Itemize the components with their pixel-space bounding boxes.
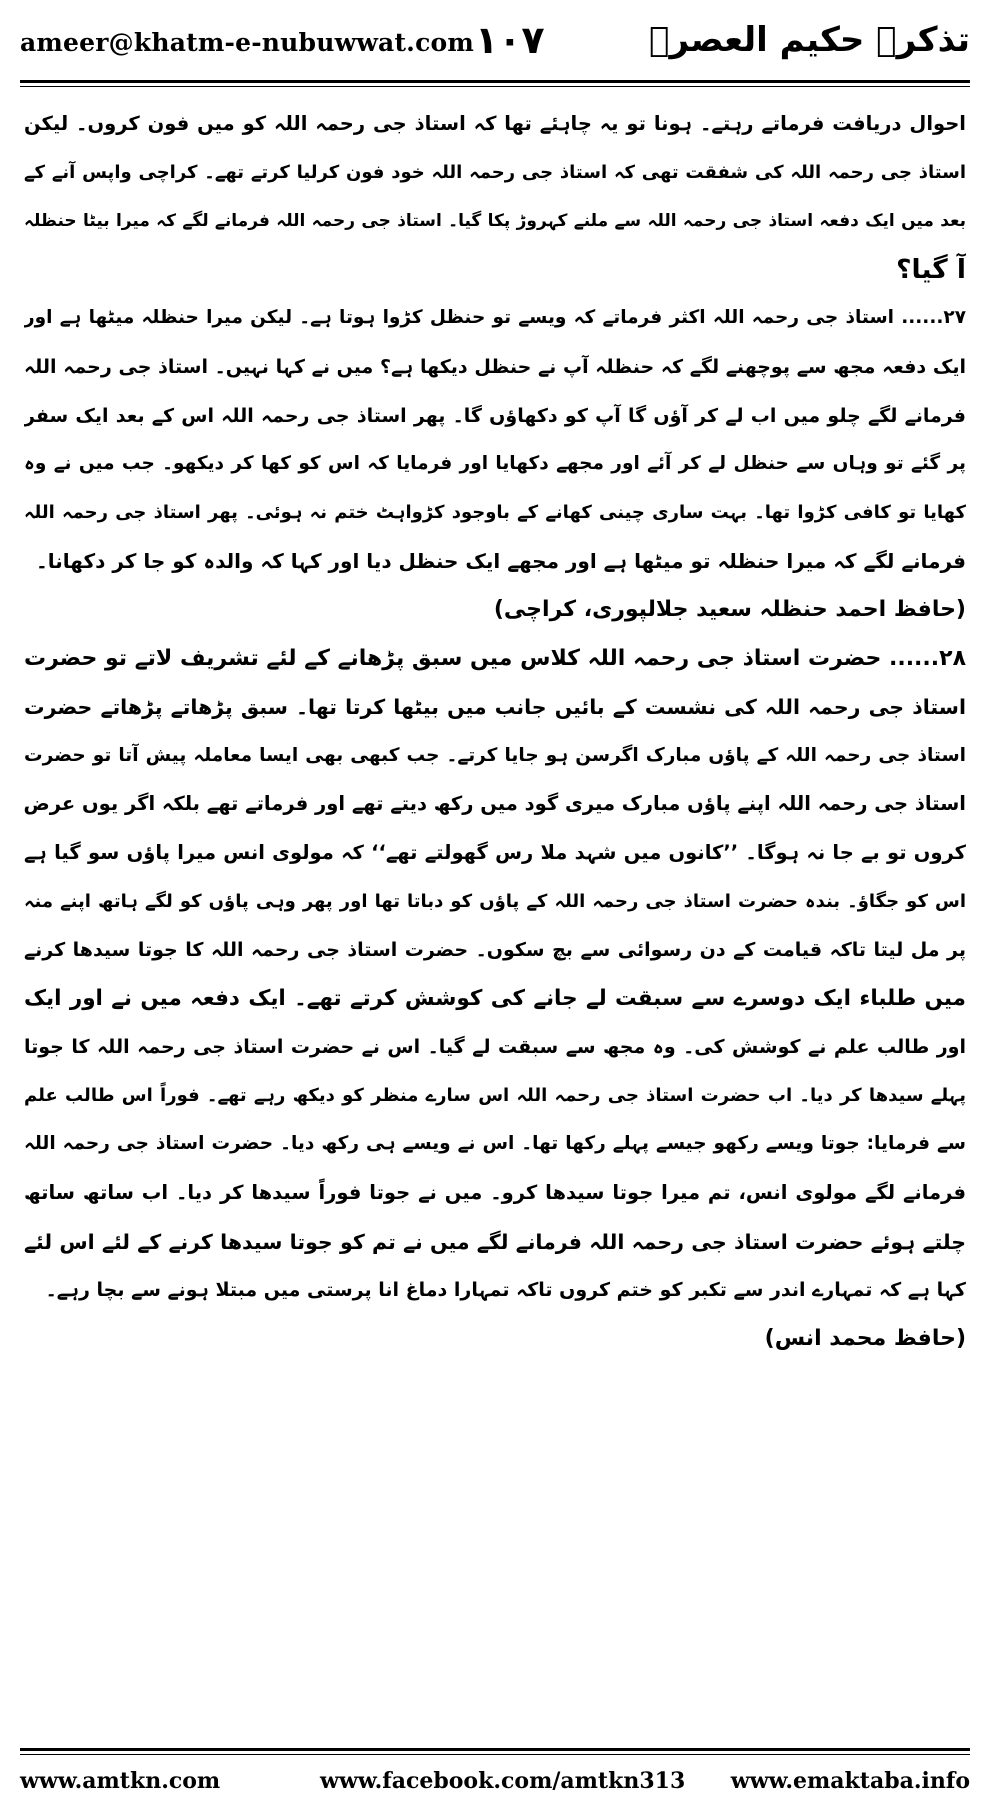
text-line: کھایا تو کافی کڑوا تھا۔ بہت ساری چینی کھانے کے باوجود کڑواہٹ ختم نہ ہوئی۔ پھر استاذ جی رحمہ اللہ	[24, 501, 966, 523]
text-line: کروں تو بے جا نہ ہوگا۔ ’’کانوں میں شہد ملا رس گھولتے تھے‘‘ کہ مولوی انس میرا پاؤں سو گیا ہے	[24, 840, 966, 864]
footer-rule-thin	[20, 1754, 970, 1755]
text-line: استاذ جی رحمہ اللہ کے پاؤں مبارک اگرسن ہو جایا کرتے۔ جب کبھی بھی ایسا معاملہ پیش آتا تو حضرت	[24, 744, 966, 766]
footer-link-amtkn[interactable]: www.amtkn.com	[20, 1768, 221, 1794]
page-header	[20, 18, 970, 78]
text-line: کہا ہے کہ تمہارے اندر سے تکبر کو ختم کروں تاکہ تمہارا دماغ انا پرستی میں مبتلا ہونے سے بچا رہے۔	[45, 1279, 966, 1302]
text-line: ۲۸...... حضرت استاذ جی رحمہ اللہ کلاس میں سبق پڑھانے کے لئے تشریف لاتے تو حضرت	[24, 645, 966, 671]
header-rule-thin	[20, 86, 970, 87]
text-line: آ گیا؟	[896, 253, 966, 285]
footer-link-facebook[interactable]: www.facebook.com/amtkn313	[320, 1768, 686, 1794]
header-email: ameer@khatm-e-nubuwwat.com	[20, 28, 475, 57]
text-line: ۲۷...... استاذ جی رحمہ اللہ اکثر فرماتے کہ ویسے تو حنظل کڑوا ہوتا ہے۔ لیکن میرا حنظلہ میٹھا ہے اور	[24, 307, 966, 329]
paragraph-27	[24, 294, 966, 634]
footer-link-emaktaba[interactable]: www.emaktaba.info	[730, 1768, 970, 1794]
body-text	[24, 100, 966, 1685]
text-line: استاذ جی رحمہ اللہ کی شفقت تھی کہ استاذ جی رحمہ اللہ خود فون کرلیا کرتے تھے۔ کراچی واپس آنے کے	[24, 161, 966, 183]
text-line: احوال دریافت فرماتے رہتے۔ ہونا تو یہ چاہئے تھا کہ استاذ جی رحمہ اللہ کو میں فون کروں۔ لیکن	[24, 112, 966, 135]
text-line: استاذ جی رحمہ اللہ اپنے پاؤں مبارک میری گود میں رکھ دیتے تھے اور فرماتے تھے بلکہ اگر یوں عرض	[24, 792, 966, 816]
text-line: میں طلباء ایک دوسرے سے سبقت لے جانے کی کوشش کرتے تھے۔ ایک دفعہ میں نے اور ایک	[24, 985, 966, 1011]
text-line: پر مل لیتا تاکہ قیامت کے دن رسوائی سے بچ سکوں۔ حضرت استاذ جی رحمہ اللہ کا جوتا سیدھا کرنے	[24, 939, 966, 962]
book-title: تذکرہ حکیم العصرؒ	[649, 20, 970, 60]
text-line: اور طالب علم نے کوشش کی۔ وہ مجھ سے سبقت لے گیا۔ اس نے حضرت استاذ جی رحمہ اللہ کا جوتا	[24, 1036, 966, 1059]
citation: (حافظ محمد انس)	[764, 1325, 966, 1351]
text-line: سے فرمایا: جوتا ویسے رکھو جیسے پہلے رکھا تھا۔ اس نے ویسے ہی رکھ دیا۔ حضرت استاذ جی رحمہ اللہ	[24, 1133, 966, 1155]
text-line: فرمانے لگے کہ میرا حنظلہ تو میٹھا ہے اور مجھے ایک حنظل دیا اور کہا کہ والدہ کو جا کر دکھانا۔	[36, 549, 966, 574]
footer-rule	[20, 1748, 970, 1751]
header-rule	[20, 80, 970, 83]
page-number: ۱۰۷	[475, 18, 545, 62]
text-line: ایک دفعہ مجھ سے پوچھنے لگے کہ حنظلہ آپ نے حنظل دیکھا ہے؟ میں نے کہا نہیں۔ استاذ جی رحمہ اللہ	[24, 355, 966, 378]
text-line: پر گئے تو وہاں سے حنظل لے کر آئے اور مجھے دکھایا اور فرمایا کہ اس کو کھا کر دیکھو۔ جب میں نے وہ	[24, 453, 966, 475]
paragraph-28	[24, 635, 966, 1364]
text-line: فرمانے لگے چلو میں اب لے کر آؤں گا آپ کو دکھاؤں گا۔ پھر استاذ جی رحمہ اللہ اس کے بعد ایک سفر	[24, 404, 966, 427]
text-line: اس کو جگاؤ۔ بندہ حضرت استاذ جی رحمہ اللہ کے پاؤں کو دباتا تھا اور پھر وہی پاؤں کو لگے ہاتھ اپنے منہ	[24, 890, 966, 912]
text-line: پہلے سیدھا کر دیا۔ اب حضرت استاذ جی رحمہ اللہ اس سارے منظر کو دیکھ رہے تھے۔ فوراً اس طالب علم	[24, 1084, 966, 1106]
text-line: استاذ جی رحمہ اللہ کی نشست کے بائیں جانب میں بیٹھا کرتا تھا۔ سبق پڑھاتے پڑھاتے حضرت	[24, 695, 966, 720]
page-footer	[20, 1768, 970, 1802]
paragraph-intro	[24, 100, 966, 294]
citation: (حافظ احمد حنظلہ سعید جلالپوری، کراچی)	[493, 596, 966, 622]
text-line: فرمانے لگے مولوی انس، تم میرا جوتا سیدھا کرو۔ میں نے جوتا فوراً سیدھا کر دیا۔ اب ساتھ ساتھ	[24, 1181, 966, 1205]
text-line: بعد میں ایک دفعہ استاذ جی رحمہ اللہ سے ملنے کہروڑ پکا گیا۔ استاذ جی رحمہ اللہ فرمانے لگے کہ میرا بیٹا حنظلہ	[24, 211, 966, 232]
text-line: چلتے ہوئے حضرت استاذ جی رحمہ اللہ فرمانے لگے میں نے تم کو جوتا سیدھا کرنے کے لئے اس لئے	[24, 1229, 966, 1254]
